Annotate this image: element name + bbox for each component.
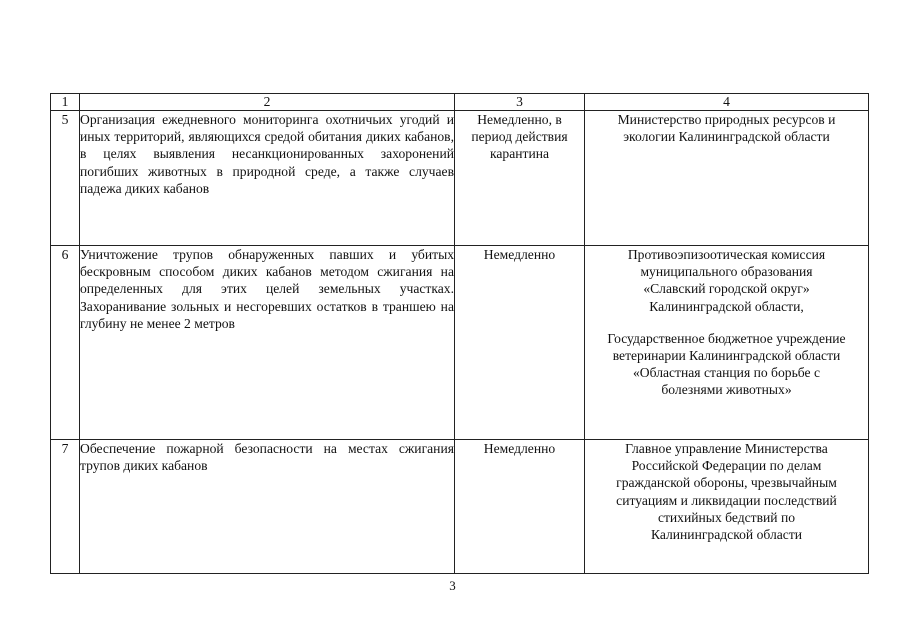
table-header-row — [51, 94, 869, 111]
responsible-organization — [585, 330, 868, 399]
responsible-line: Министерство природных ресурсов и — [617, 112, 836, 127]
responsible-organization — [585, 246, 868, 315]
responsible-line: ситуациям и ликвидации последствий — [616, 492, 837, 508]
row-number: 5 — [51, 111, 80, 246]
row-number: 7 — [51, 440, 80, 574]
measure-text: Организация ежедневного мониторинга охотничьих угодий и иных территорий, являющихся средой обитания диких кабанов, в целях выявления несанкционированных захоронений погибших животных в природной среде, а также случаев падежа диких кабанов — [80, 111, 455, 246]
header-col-4: 4 — [585, 94, 869, 111]
responsible-line: ветеринарии Калининградской области — [612, 348, 841, 364]
row-number: 6 — [51, 246, 80, 440]
responsible-line: стихийных бедствий по — [657, 509, 796, 525]
responsible-line: Калининградской области — [650, 527, 803, 543]
responsible-organization — [585, 111, 868, 145]
responsible-organization — [585, 440, 868, 543]
deadline-line: Немедленно — [483, 247, 556, 262]
responsible-line: гражданской обороны, чрезвычайным — [616, 475, 837, 491]
deadline-line: период действия — [471, 129, 568, 145]
responsible-cell — [585, 111, 869, 246]
deadline-line: карантина — [489, 146, 550, 162]
deadline-line: Немедленно, в — [477, 112, 562, 127]
header-col-3: 3 — [455, 94, 585, 111]
deadline-cell — [455, 111, 585, 246]
deadline-cell — [455, 440, 585, 574]
responsible-line: Российской Федерации по делам — [631, 458, 822, 474]
responsible-line: «Славский городской округ» — [643, 281, 810, 297]
header-col-1: 1 — [51, 94, 80, 111]
measure-text: Обеспечение пожарной безопасности на местах сжигания трупов диких кабанов — [80, 440, 455, 574]
responsible-line: экологии Калининградской области — [623, 129, 830, 145]
responsible-line: муниципального образования — [640, 264, 813, 280]
deadline-line: Немедленно — [483, 441, 556, 456]
responsible-line: Калининградской области, — [649, 298, 804, 314]
table-row — [51, 440, 869, 574]
responsible-cell — [585, 440, 869, 574]
deadline-cell — [455, 246, 585, 440]
responsible-line: Главное управление Министерства — [625, 441, 828, 456]
table-row — [51, 246, 869, 440]
responsible-line: Противоэпизоотическая комиссия — [627, 247, 826, 262]
page-number: 3 — [449, 578, 456, 593]
responsible-line: болезнями животных» — [661, 382, 792, 398]
responsible-line: «Областная станция по борьбе с — [633, 365, 820, 381]
header-col-2: 2 — [80, 94, 455, 111]
table-row — [51, 111, 869, 246]
responsible-cell — [585, 246, 869, 440]
measure-text: Уничтожение трупов обнаруженных павших и убитых бескровным способом диких кабанов методом сжигания на определенных для этих целей земельных участках. Захоранивание зольных и несгоревших остатков в траншею на глубину не менее 2 метров — [80, 246, 455, 440]
responsible-line: Государственное бюджетное учреждение — [607, 330, 846, 346]
measures-table — [50, 93, 869, 574]
